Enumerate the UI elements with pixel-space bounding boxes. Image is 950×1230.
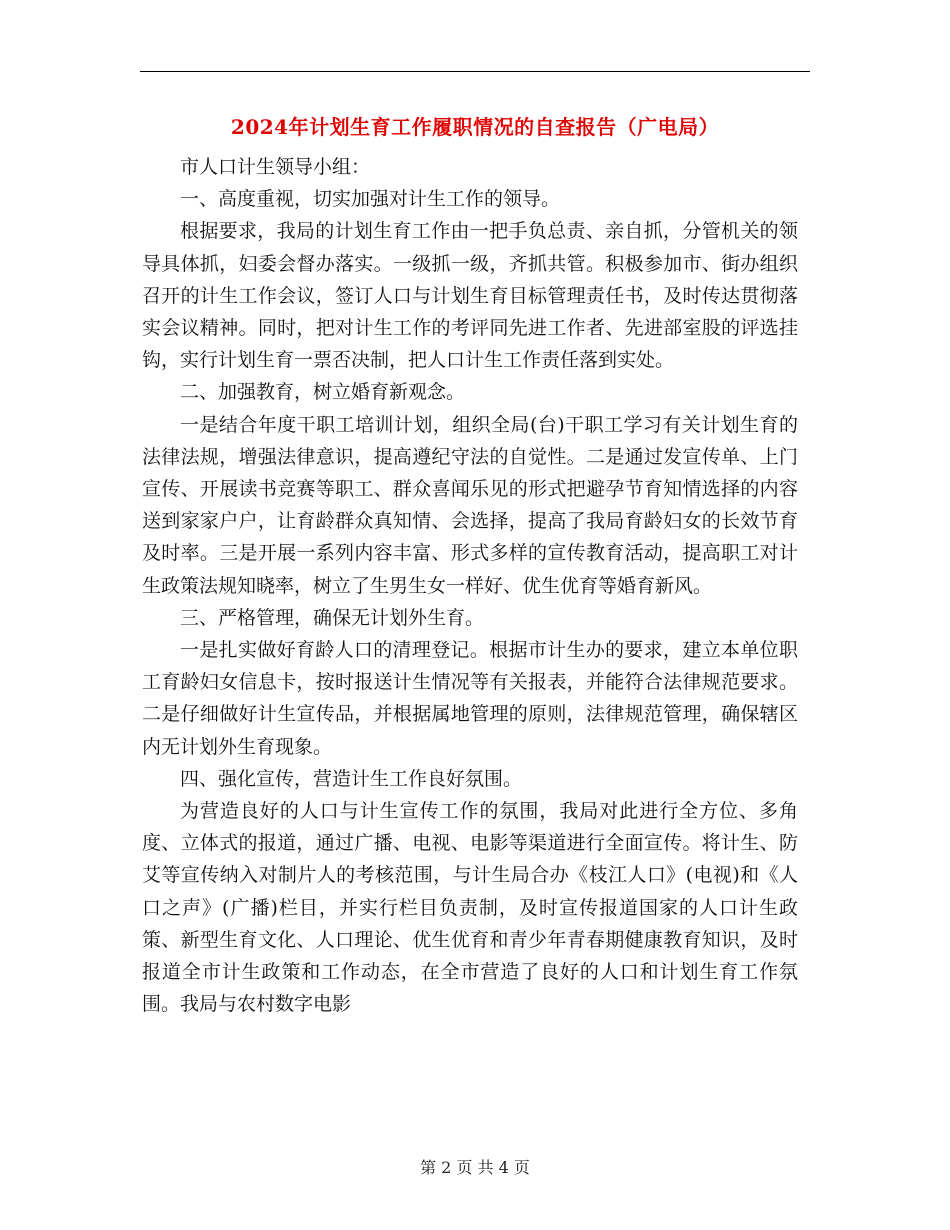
header-rule (140, 71, 810, 72)
page-number: 第 2 页 共 4 页 (420, 1158, 530, 1177)
paragraph-2: 一是结合年度干职工培训计划，组织全局(台)干职工学习有关计划生育的法律法规，增强法律意识，提高遵纪守法的自觉性。二是通过发宣传单、上门宣传、开展读书竞赛等职工、群众喜闻乐见的形式把避孕节育知情选择的内容送到家家户户，让育龄群众真知情、会选择，提高了我局育龄妇女的长效节育及时率。三是开展一系列内容丰富、形式多样的宣传教育活动，提高职工对计生政策法规知晓率，树立了生男生女一样好、优生优育等婚育新风。 (142, 413, 798, 597)
paragraph-1: 根据要求，我局的计划生育工作由一把手负总责、亲自抓，分管机关的领导具体抓，妇委会督办落实。一级抓一级，齐抓共管。积极参加市、街办组织召开的计生工作会议，签订人口与计划生育目标管理责任书，及时传达贯彻落实会议精神。同时，把对计生工作的考评同先进工作者、先进部室股的评选挂钩，实行计划生育一票否决制，把人口计生工作责任落到实处。 (142, 220, 798, 372)
salutation: 市人口计生领导小组： (180, 156, 371, 178)
section-heading-2: 二、加强教育，树立婚育新观念。 (180, 381, 466, 404)
section-heading-1: 一、高度重视，切实加强对计生工作的领导。 (180, 188, 561, 211)
paragraph-3: 一是扎实做好育龄人口的清理登记。根据市计生办的要求，建立本单位职工育龄妇女信息卡，按时报送计生情况等有关报表，并能符合法律规范要求。二是仔细做好计生宣传品，并根据属地管理的原则，法律规范管理，确保辖区内无计划外生育现象。 (142, 639, 798, 758)
section-heading-3: 三、严格管理，确保无计划外生育。 (180, 606, 485, 629)
document-title: 2024年计划生育工作履职情况的自查报告（广电局） (230, 115, 720, 139)
document-body (142, 151, 798, 1020)
paragraph-4: 为营造良好的人口与计生宣传工作的氛围，我局对此进行全方位、多角度、立体式的报道，通过广播、电视、电影等渠道进行全面宣传。将计生、防艾等宣传纳入对制片人的考核范围，与计生局合办《枝江人口》(电视)和《人口之声》(广播)栏目，并实行栏目负责制，及时宣传报道国家的人口计生政策、新型生育文化、人口理论、优生优育和青少年青春期健康教育知识，及时报道全市计生政策和工作动态，在全市营造了良好的人口和计划生育工作氛围。我局与农村数字电影 (142, 800, 798, 1016)
section-heading-4: 四、强化宣传，营造计生工作良好氛围。 (180, 767, 523, 790)
